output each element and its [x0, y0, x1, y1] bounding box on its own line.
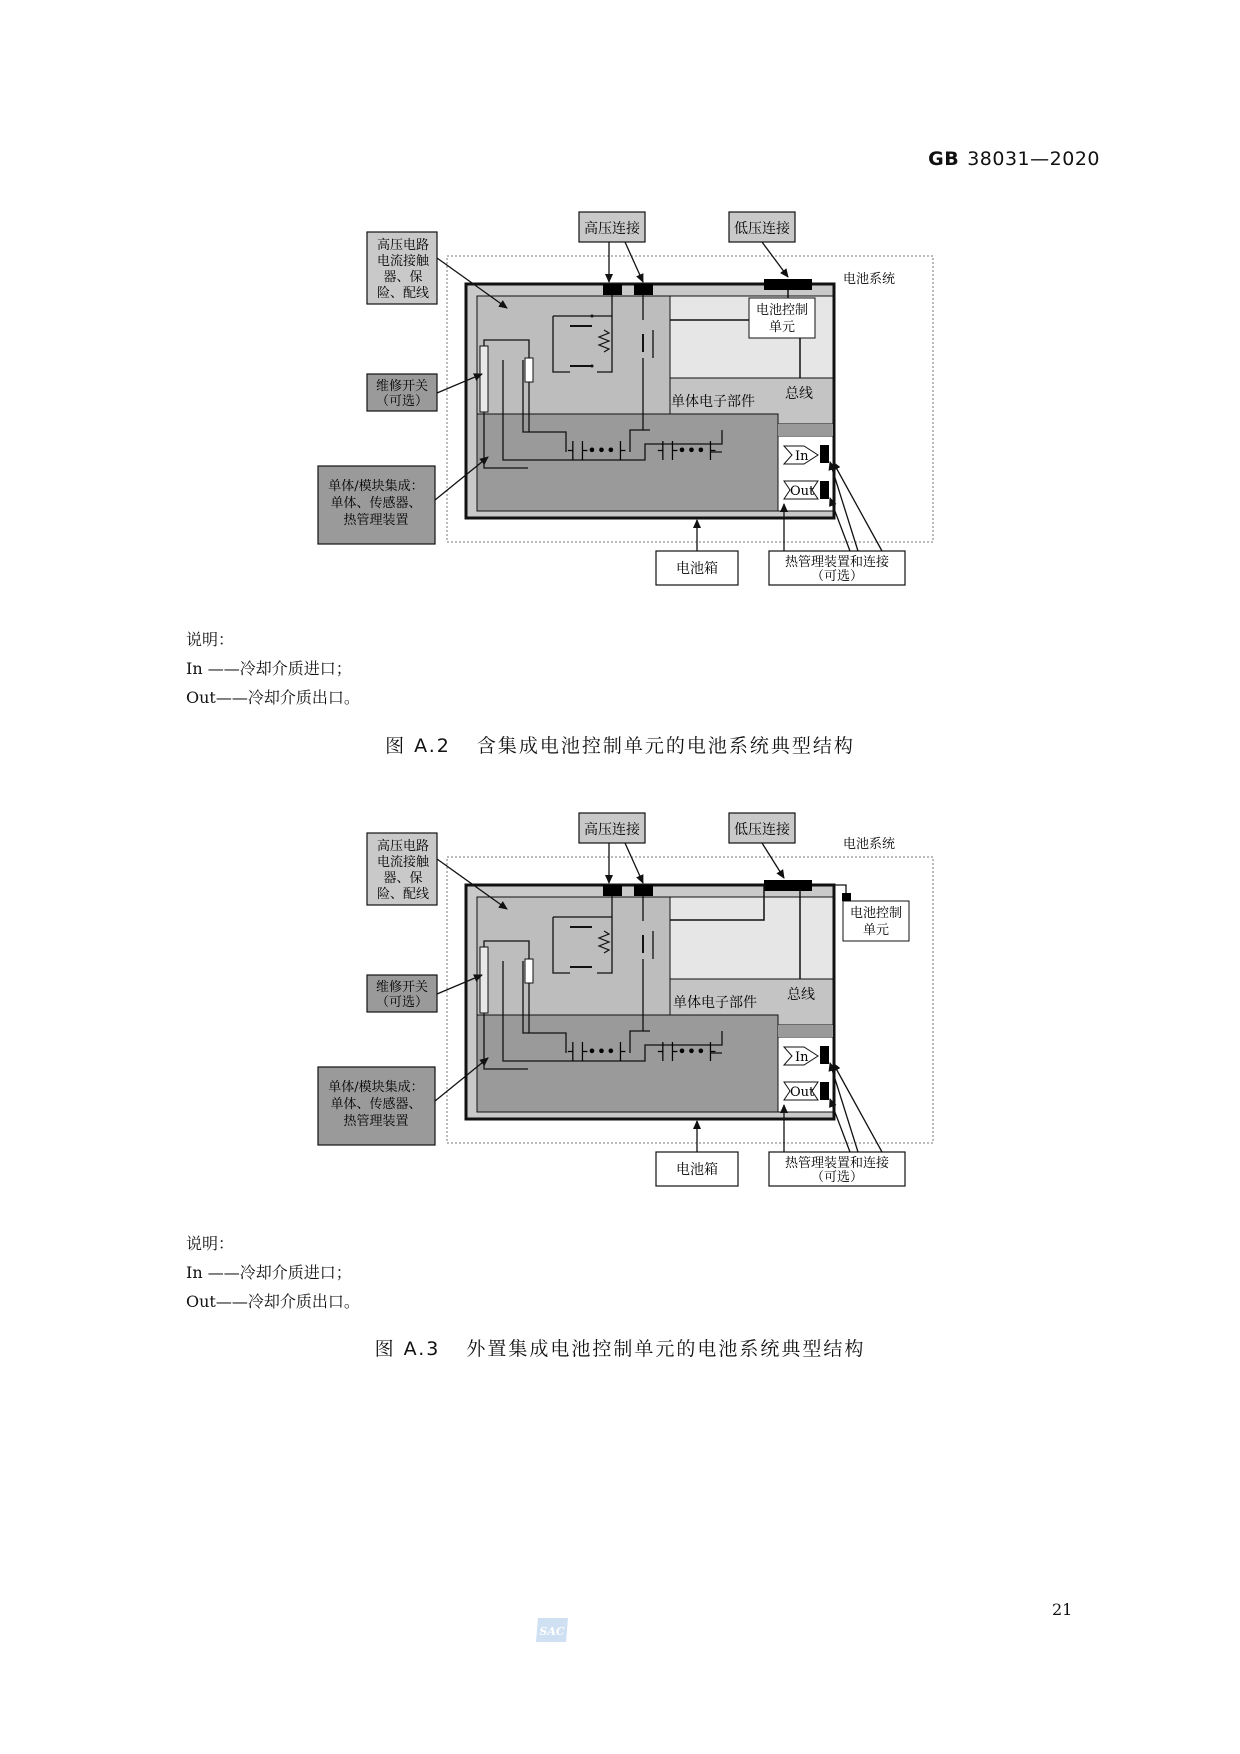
hv-circuit-label-3: 器、保 [383, 871, 423, 886]
battery-system-label: 电池系统 [843, 837, 896, 852]
coolant-out-label: Out [790, 484, 815, 499]
bcu-label-1: 电池控制 [755, 303, 809, 318]
service-switch-label-1: 维修开关 [375, 980, 429, 995]
lv-connection-label: 低压连接 [734, 822, 790, 838]
sac-logo-text: SAC [539, 1625, 565, 1638]
hv-connector-2 [634, 284, 653, 295]
cell-string-1: ┤├•••├ [568, 441, 626, 460]
bcu-label-1: 电池控制 [849, 906, 903, 921]
hv-connection-label: 高压连接 [584, 221, 640, 237]
battery-system-label: 电池系统 [843, 272, 896, 287]
legend-in: In ——冷却介质进口； [186, 1263, 352, 1282]
lv-connector [764, 880, 812, 891]
page-number: 21 [1052, 1600, 1073, 1619]
bcu-label-2: 单元 [768, 320, 796, 335]
legend-in: In ——冷却介质进口； [186, 659, 352, 678]
legend-title: 说明： [186, 1234, 235, 1253]
cell-electronics-label: 单体电子部件 [673, 995, 757, 1011]
lv-connector [764, 279, 812, 290]
cell-module-area [477, 414, 778, 511]
service-switch-label-1: 维修开关 [375, 379, 429, 394]
thermal-label-2: （可选） [810, 569, 864, 584]
cell-electronics-label: 单体电子部件 [671, 394, 755, 410]
hv-connector-1 [603, 284, 622, 295]
sac-logo [534, 1614, 570, 1646]
figure-a3-number: 图 A.3 [374, 1338, 441, 1360]
cell-module-label-1: 单体/模块集成： [328, 479, 424, 494]
hv-area [477, 296, 670, 414]
cell-module-label-2: 单体、传感器、 [330, 1097, 422, 1112]
cell-module-label-3: 热管理装置 [343, 513, 409, 528]
figure-a3-legend [186, 1229, 360, 1316]
bus-label: 总线 [785, 386, 813, 402]
hv-circuit-label-2: 电流接触 [376, 855, 430, 870]
bcu-label-2: 单元 [862, 923, 890, 938]
cell-module-label-1: 单体/模块集成： [328, 1080, 424, 1095]
legend-out: Out——冷却介质出口。 [186, 688, 360, 707]
cell-string-1: ┤├•••├ [568, 1042, 626, 1061]
coolant-in-label: In [795, 449, 809, 464]
figure-a2-title: 含集成电池控制单元的电池系统典型结构 [476, 735, 855, 757]
thermal-label-1: 热管理装置和连接 [784, 1156, 890, 1171]
hv-circuit-label-1: 高压电路 [376, 238, 430, 253]
thermal-label-1: 热管理装置和连接 [784, 555, 890, 570]
thermal-label-2: （可选） [810, 1170, 864, 1185]
cell-string-2: ┤├•••├ [658, 1042, 716, 1061]
legend-title: 说明： [186, 630, 235, 649]
battery-box-label: 电池箱 [676, 1162, 718, 1178]
service-switch-label-2: （可选） [375, 995, 429, 1010]
coolant-out-label: Out [790, 1085, 815, 1100]
standard-prefix: GB [928, 148, 960, 170]
hv-circuit-label-1: 高压电路 [376, 839, 430, 854]
hv-circuit-label-4: 险、配线 [376, 887, 430, 902]
service-switch-label-2: （可选） [375, 394, 429, 409]
hv-connection-label: 高压连接 [584, 822, 640, 838]
bus-label: 总线 [787, 987, 815, 1003]
hv-circuit-label-2: 电流接触 [376, 254, 430, 269]
figure-a2-diagram [0, 0, 1240, 600]
hv-circuit-label-3: 器、保 [383, 270, 423, 285]
battery-box-label: 电池箱 [676, 561, 718, 577]
legend-out: Out——冷却介质出口。 [186, 1292, 360, 1311]
figure-a3-caption [0, 1334, 1240, 1361]
figure-a3-title: 外置集成电池控制单元的电池系统典型结构 [466, 1338, 866, 1360]
cell-module-label-3: 热管理装置 [343, 1114, 409, 1129]
coolant-in-label: In [795, 1050, 809, 1065]
figure-a3-diagram [0, 601, 1240, 1201]
figure-a2-number: 图 A.2 [385, 735, 451, 757]
hv-circuit-label-4: 险、配线 [376, 286, 430, 301]
lv-connection-label: 低压连接 [734, 221, 790, 237]
cell-module-label-2: 单体、传感器、 [330, 496, 422, 511]
standard-number: 38031—2020 [967, 148, 1100, 170]
cell-string-2: ┤├•••├ [658, 441, 716, 460]
